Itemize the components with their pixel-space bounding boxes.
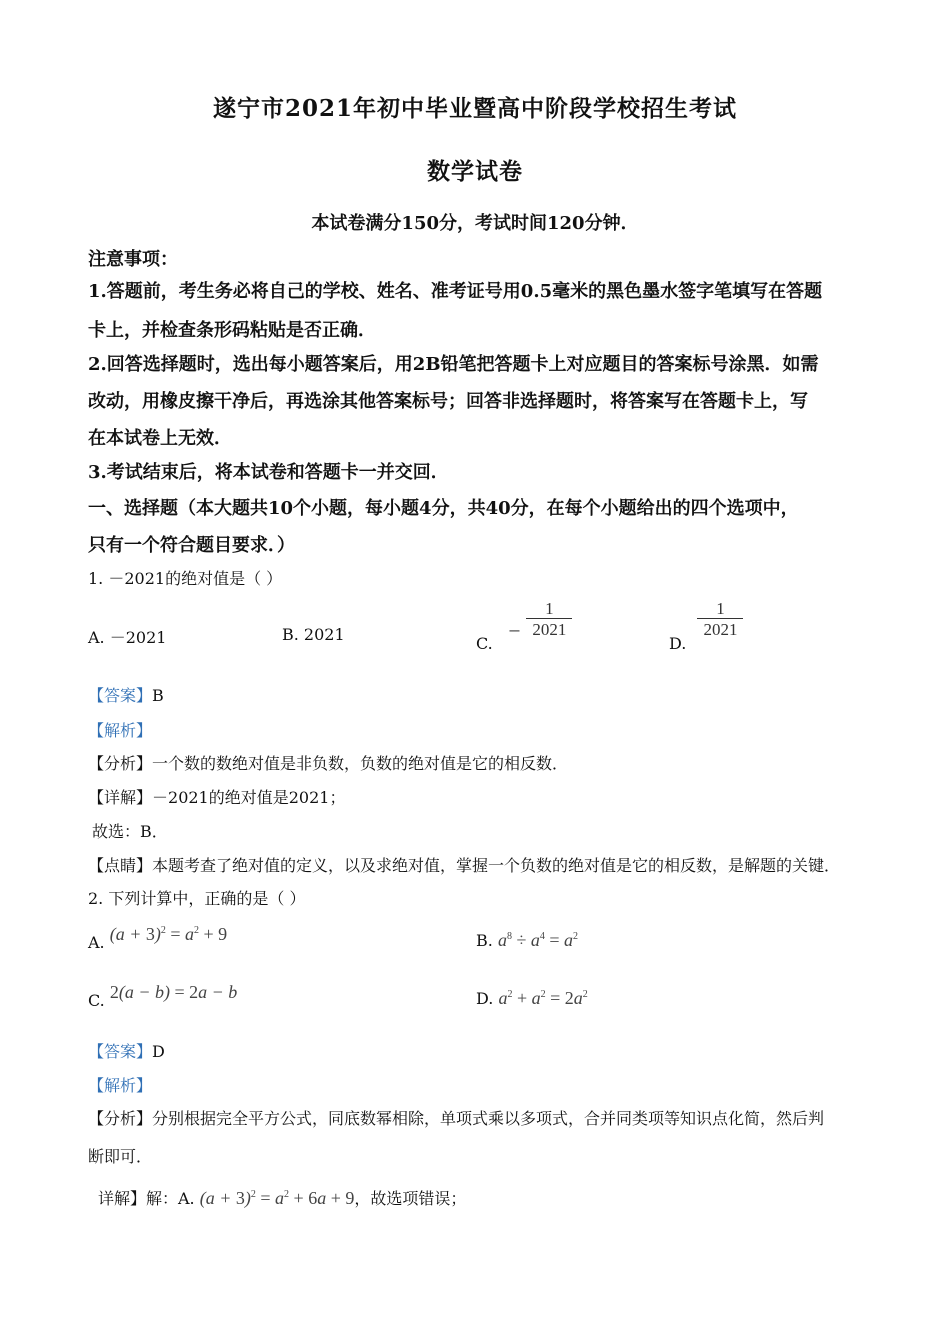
fenxi-text: 一个数的数绝对值是非负数，负数的绝对值是它的相反数． bbox=[152, 754, 569, 773]
question-1-dianjing bbox=[88, 853, 840, 876]
note-2-line-b: 改动，用橡皮擦干净后，再选涂其他答案标号；回答非选择题时，将答案写在答题卡上，写 bbox=[88, 391, 808, 412]
fraction-numerator: 1 bbox=[545, 599, 554, 618]
option-c-label: C. bbox=[476, 634, 493, 653]
option-d-label: D. bbox=[669, 634, 687, 653]
question-1-fenxi bbox=[88, 751, 568, 774]
xiangjie-tag: 【详解】 bbox=[88, 788, 153, 807]
question-1-option-b: B. 2021 bbox=[282, 625, 345, 644]
dianjing-tag: 【点睛】 bbox=[88, 856, 153, 875]
question-1-option-c bbox=[476, 599, 572, 653]
fraction-c bbox=[526, 600, 572, 639]
question-2-detail bbox=[98, 1186, 466, 1209]
notes-heading: 注意事项： bbox=[88, 249, 178, 270]
answer-value: D bbox=[152, 1042, 165, 1061]
fenxi-tag: 【分析】 bbox=[88, 754, 153, 773]
question-2-option-d bbox=[476, 988, 588, 1009]
question-2-option-c bbox=[88, 982, 238, 1010]
option-a-formula: $(a + 3)^2 = a^2 + 9$ bbox=[109, 924, 228, 944]
answer-tag: 【答案】 bbox=[88, 686, 153, 705]
detail-prefix: 详解】解：A. bbox=[98, 1189, 195, 1208]
note-2-line-a: 2.回答选择题时，选出每小题答案后，用2B铅笔把答题卡上对应题目的答案标号涂黑．如需 bbox=[88, 354, 819, 375]
option-b-label: B. bbox=[476, 931, 493, 950]
section-1-heading-b: 只有一个符合题目要求．） bbox=[88, 535, 295, 556]
question-2-analysis-tag: 【解析】 bbox=[88, 1076, 153, 1095]
answer-tag: 【答案】 bbox=[88, 1042, 153, 1061]
option-c-label: C. bbox=[88, 991, 105, 1010]
question-1-choice: 故选：B． bbox=[92, 822, 168, 841]
xiangjie-text: －2021的绝对值是2021； bbox=[152, 788, 346, 807]
fenxi-tag: 【分析】 bbox=[88, 1109, 153, 1128]
note-2-line-c: 在本试卷上无效． bbox=[88, 428, 232, 449]
section-1-heading-a: 一、选择题（本大题共10个小题，每小题4分，共40分，在每个小题给出的四个选项中， bbox=[88, 498, 799, 519]
option-d-label: D. bbox=[476, 989, 494, 1008]
note-1-line-b: 卡上，并检查条形码粘贴是否正确． bbox=[88, 320, 376, 341]
exam-info: 本试卷满分150分，考试时间120分钟． bbox=[311, 213, 639, 234]
option-c-formula: 2(a − b) = 2a − b bbox=[109, 982, 238, 1002]
question-1-stem: 1. －2021的绝对值是（ ） bbox=[88, 569, 283, 588]
option-d-formula: $a^2 + a^2 = 2a^2$ bbox=[498, 988, 588, 1008]
question-1-option-d bbox=[669, 599, 743, 653]
fraction-numerator: 1 bbox=[716, 599, 725, 618]
question-2-fenxi-a bbox=[88, 1106, 824, 1129]
page-subtitle: 数学试卷 bbox=[427, 158, 523, 185]
option-a-label: A. bbox=[88, 933, 105, 952]
question-1-option-a: A. －2021 bbox=[88, 628, 167, 647]
note-1-line-a: 1.答题前，考生务必将自己的学校、姓名、准考证号用0.5毫米的黑色墨水签字笔填写在答题 bbox=[88, 281, 823, 302]
question-2-stem: 2. 下列计算中，正确的是（ ） bbox=[88, 889, 306, 908]
fraction-d bbox=[697, 600, 743, 639]
detail-formula: $(a + 3)^2 = a^2 + 6a + 9$ bbox=[199, 1188, 355, 1208]
question-1-answer bbox=[88, 683, 164, 706]
question-2-fenxi-b: 断即可． bbox=[88, 1147, 153, 1166]
fraction-denominator: 2021 bbox=[526, 618, 572, 639]
question-2-option-a bbox=[88, 924, 228, 952]
note-3: 3.考试结束后，将本试卷和答题卡一并交回． bbox=[88, 462, 449, 483]
fraction-denominator: 2021 bbox=[697, 618, 743, 639]
fenxi-text: 分别根据完全平方公式，同底数幂相除，单项式乘以多项式，合并同类项等知识点化简，然后判 bbox=[152, 1109, 825, 1128]
page-title: 遂宁市2021年初中毕业暨高中阶段学校招生考试 bbox=[212, 95, 737, 122]
detail-suffix: ，故选项错误； bbox=[354, 1189, 467, 1208]
answer-value: B bbox=[152, 686, 164, 705]
option-b-formula: $a^8 \div a^4 = a^2$ bbox=[497, 930, 578, 950]
question-1-xiangjie bbox=[88, 785, 345, 808]
negative-sign: − bbox=[507, 621, 522, 640]
dianjing-text: 本题考查了绝对值的定义，以及求绝对值，掌握一个负数的绝对值是它的相反数，是解题的关键． bbox=[152, 856, 841, 875]
question-1-analysis-tag: 【解析】 bbox=[88, 721, 153, 740]
question-2-option-b bbox=[476, 930, 578, 951]
question-2-answer bbox=[88, 1039, 165, 1062]
